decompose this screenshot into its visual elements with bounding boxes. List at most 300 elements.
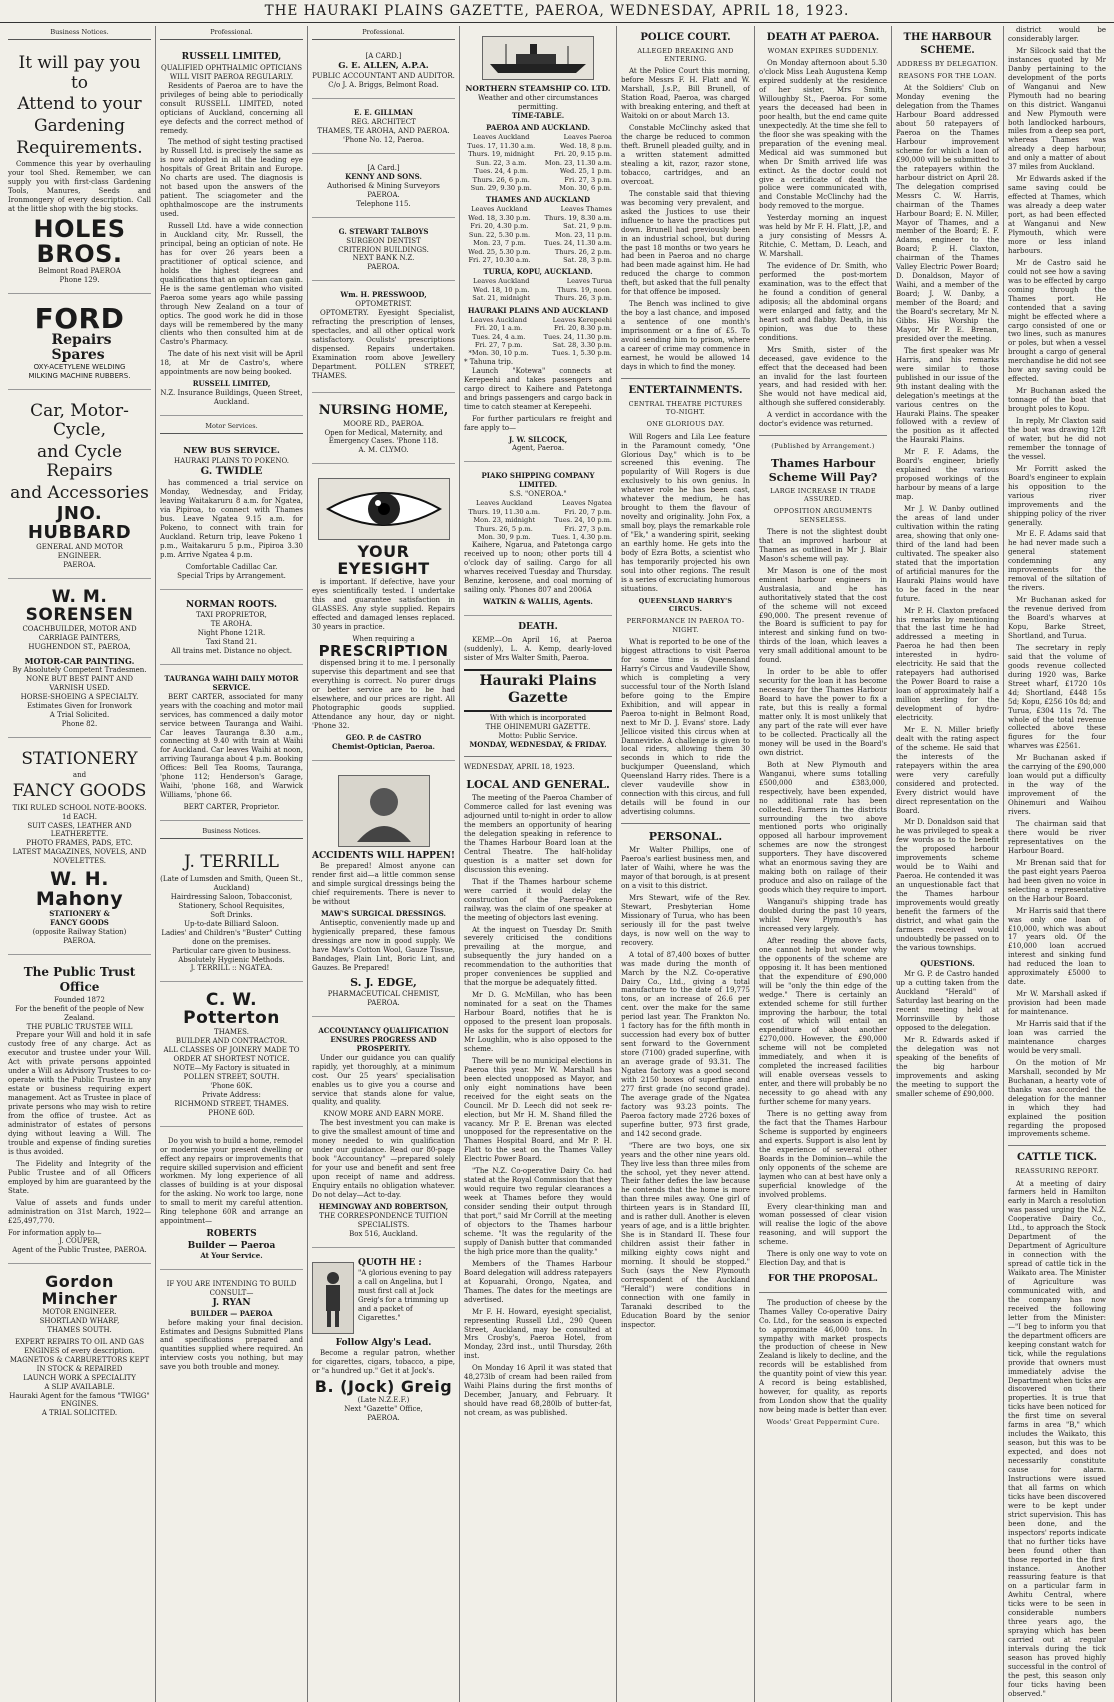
ad-body: Value of assets and funds under administration on 31st March, 1922—£25,497,770.	[8, 1198, 151, 1225]
ad-brand: ACCIDENTS WILL HAPPEN!	[312, 850, 455, 861]
ad-brand: B. (Jock) Greig	[314, 1377, 453, 1397]
ad-brand: W. H. Mahony	[35, 868, 124, 911]
ad-line: At Your Service.	[200, 1251, 263, 1261]
ad-brand: KENNY AND SONS.	[345, 171, 422, 181]
ad-line: NEXT BANK N.Z.	[352, 254, 415, 263]
article-paragraph: At the inquest on Tuesday Dr. Smith severely criticised the conditions prevailing at the morgue, and subsequently the jury handed on a recommendation to the authorities that proper conveniences be supplied and that the morgue be adequately fitted.	[464, 925, 612, 988]
ad-brand: PRESCRIPTION	[318, 641, 449, 660]
ad-line: MOTOR-CAR PAINTING.	[24, 655, 135, 666]
ad-line: Phone 82.	[61, 719, 98, 728]
ad-line: J. TERRILL :: NGATEA.	[190, 964, 273, 973]
article-paragraph: The evidence of Dr. Smith, who performed the post-mortem examination, was to the effect that he found a condition of general adiposis; all the abdominal organs were enlarged and fatty, and the heart soft and flabby. Death, in his opinion, was due to these conditions.	[759, 262, 887, 342]
figure-illustration	[312, 1262, 354, 1334]
section-label: Business Notices.	[8, 26, 151, 40]
article-paragraph: At the Police Court this morning, before Messrs F. H. Flatt and W. Marshall, J.s.P., Bill Brunell, of Station Road, Paeroa, was charged with breaking entering, and theft at Waitoki on or about March 13.	[621, 67, 750, 121]
table-cell: Fri. 20, 4.30 p.m.	[470, 222, 529, 231]
table-cell: Sun. 22, 3 a.m.	[476, 158, 527, 167]
table-row	[464, 248, 612, 256]
ad-line: When requiring a	[352, 634, 415, 643]
article-paragraph: Mr D. Donaldson said that he was privileged to speak a few words as to the benefit the proposed harbour improvements scheme would be to Waihi and Paeroa. He contended it was an unquestionable fact that the Thames harbour improvements would greatly benefit the farmers of the district, and what gain the farmers received would undoubtedly be passed on to the various townships.	[896, 818, 999, 952]
ad-line: It will pay you to	[18, 53, 141, 93]
ad-line: CRITERION BUILDINGS.	[338, 245, 429, 254]
table-cell: Fri. 27, 10.30 a.m.	[468, 256, 531, 265]
article-paragraph: The constable said that thieving was becoming very prevalent, and asked the Justices to use their influence to have the practices put down. Brunell had previously been in an industrial school, but during the past 18 months or two years he had been in Paeroa and no charge had been made against him. He had reduced the charge to common theft, but asked that the full penalty for that offence be imposed.	[621, 189, 750, 297]
article-paragraph: Mr W. Marshall asked if provision had been made for maintenance.	[1008, 990, 1106, 1017]
eye-icon	[324, 483, 444, 535]
ad-line: MILKING MACHINE RUBBERS.	[28, 371, 131, 380]
table-row	[464, 222, 612, 230]
ad-line: HORSE-SHOEING A SPECIALTY.	[20, 692, 139, 701]
ad-body: Antiseptic, conveniently made up and hygienically prepared, these famous dressings are now in good supply. We have Maw's Cotton Wool, Gauze Tissue, Bandages, Plain Lint, Boric Lint, and Gauzes. Be Prepared!	[312, 919, 455, 972]
table-cell: Thurs. 26, 2 p.m.	[554, 247, 612, 256]
article-subheading: ALLEGED BREAKING AND ENTERING.	[637, 46, 734, 64]
ad-body: The date of his next visit will be April 18, at Mr de Castro's, where appointments are now being booked.	[160, 350, 303, 377]
ad-line: PHONE 60D.	[208, 1108, 255, 1117]
ad-line: S.S. "ONEROA."	[509, 490, 567, 499]
ad-body: Residents of Paeroa are to have the privileges of being able to periodically consult RUSSELL LIMITED, noted opticians of Auckland, concerning all eye defects and the correct method of remedy.	[160, 81, 303, 135]
article-paragraph: That if the Thames harbour scheme were carried it would delay the construction of the Paeroa-Pokeno railway, was the claim of one speaker at the meeting of objectors last evening.	[464, 877, 612, 922]
ad-line: Up-to-date Billiard Saloon.	[184, 919, 279, 928]
ad-brand: Gordon Mincher	[41, 1272, 118, 1309]
steamship-illustration	[482, 36, 594, 80]
article-paragraph: The Bench was inclined to give the boy a last chance, and imposed a sentence of one month's imprisonment or a fine of £5. To avoid sending him to prison, where a career of crime may commence in earnest, he would be allowed 14 days in which to find the money.	[621, 300, 750, 371]
article-paragraph: Mr F. F. Adams, the Board's engineer, briefly explained the various proposed workings of the harbour by means of a large map.	[896, 448, 999, 502]
table-cell: Sun. 29, 9.30 p.m.	[470, 184, 532, 193]
ad-body: Prepare your Will and hold it in safe custody free of any charge. Act as executor and trustee under your Will. Act with private persons appointed under a Will as Advisory Trustees to co-operate with the Public Trustee in any estate or business requiring expert management. Act as Trustee in place of private persons who may wish to retire from the office of trustee. Act as administrator of estates of persons dying without leaving a Will. The trouble and expense of finding sureties is thus avoided.	[8, 1031, 151, 1156]
article-heading: POLICE COURT.	[640, 32, 731, 43]
article-paragraph: Mr Brenan said that for the past eight years Paeroa had been given no voice in selecting a representative on the Harbour Board.	[1008, 858, 1106, 903]
ad-line: MONDAY, WEDNESDAY, & FRIDAY.	[469, 740, 607, 750]
ad-line: PAEROA.	[367, 263, 400, 272]
ad-northern-steamship	[464, 26, 612, 462]
ad-line: Spares	[51, 347, 105, 364]
ad-line: S. J. EDGE,	[350, 975, 417, 989]
ad-line: For information apply to—	[8, 1228, 102, 1237]
article-heading: CATTLE TICK.	[1016, 1152, 1098, 1164]
ad-brand: J. TERRILL	[184, 852, 279, 873]
ad-line: OPTOMETRIST.	[355, 300, 412, 309]
article-paragraph: Mrs Stewart, wife of the Rev. Stewart, Presbyterian Home Missionary of Turua, who has been seriously ill for the past twelve days, is now well on the way to recovery.	[621, 893, 750, 947]
gentleman-icon	[318, 1268, 348, 1328]
table-cell: Tues. 24, 11.30 p.m.	[543, 332, 612, 341]
ad-line: * Tahuna trip.	[464, 357, 514, 366]
article-subheading: REASONS FOR THE LOAN.	[898, 71, 997, 80]
article-paragraph: Mr Edwards asked if the same saving could be effected at Thames, which was already a deep water port, as had been effected at Wanganui and New Plymouth, which were more or less inland harbours.	[1008, 175, 1106, 255]
table-cell: Sat. 28, 3 p.m.	[563, 256, 612, 265]
ad-line: and	[72, 771, 87, 780]
ad-line: TIKI RULED SCHOOL NOTE-BOOKS. 1d EACH.	[12, 803, 147, 821]
table-row	[464, 533, 612, 541]
ad-line: ALL CLASSES OF JOINERY MADE TO ORDER AT SHORTEST NOTICE.	[163, 1046, 300, 1063]
ad-terrill	[160, 845, 303, 982]
article-paragraph: Mr E. F. Adams said that he had never made such a general statement condemning any improvements for the removal of the siltation of the rivers.	[1008, 530, 1106, 593]
ad-body: has commenced a trial service on Monday, Wednesday, and Friday, leaving Waitakaruru 8 a.m. for Ngatea, via Pipiroa, to connect with Thames bus. Leave Ngatea 9.15 a.m. for Pokeno, to connect with train for Auckland. Return trip, leave Pokeno 1 p.m., Waitakaruru 5 p.m., Pipiroa 3.30 p.m. Arrive Ngatea 4 p.m.	[160, 479, 303, 559]
ad-line: With which is incorporated	[489, 714, 587, 723]
table-header: Leaves Auckland	[471, 205, 528, 214]
article-paragraph: There is no getting away from the fact that the Thames Harbour Scheme is supported by engineers and experts. Support is also lent by the experience of several other Boards in the Dominion—while the only opponents of the scheme are laymen who can at best have only a superficial knowledge of the involved problems.	[759, 1110, 887, 1199]
ad-gillman	[312, 103, 455, 154]
article-paragraph: After reading the above facts, one cannot help but wonder why the opponents of the scheme are opposing it. It has been mentioned that the expenditure of £90,000 will be "only the thin edge of the wedge." There is certainly an extended scheme for still further improving the harbour, the total cost of which will entail an expenditure of about another £270,000. However, the £90,000 scheme will not be completed immediately, and when it is completed the increased facilities will enable overseas vessels to enter, and there will probably be no necessity to go ahead with any further scheme for many years.	[759, 936, 887, 1107]
ad-line: THAMES.	[214, 1028, 249, 1037]
person-icon	[349, 780, 419, 842]
article-paragraph: Mr P. H. Claxton prefaced his remarks by mentioning that the last time he had addressed a meeting in Paeroa he had then been interested in hydro-electricity. He said that the ratepayers had authorised the Power Board to raise a loan of approximately half a million sterling for the development of hydro-electricity.	[896, 606, 999, 722]
ad-line: NONE BUT BEST PAINT AND VARNISH USED.	[26, 674, 133, 692]
ad-line: FANCY GOODS	[50, 918, 109, 928]
ad-line: THE PUBLIC TRUSTEE WILL	[26, 1022, 133, 1031]
article-subheading: CENTRAL THEATRE PICTURES TO-NIGHT.	[628, 399, 743, 416]
table-cell: Tues. 1, 4.30 p.m.	[552, 533, 612, 542]
ad-line: PAEROA.	[367, 1413, 400, 1422]
ad-tauranga	[160, 669, 303, 821]
table-row	[464, 286, 612, 294]
table-header: Leaves Auckland	[472, 133, 530, 142]
ad-hubbard	[8, 394, 151, 579]
table-row	[464, 239, 612, 247]
table-row	[464, 516, 612, 524]
article-paragraph: Wanganui's shipping trade has doubled during the past 10 years, whilst New Plymouth's has increased very largely.	[759, 898, 887, 933]
table-row	[464, 341, 612, 349]
article-paragraph: There will be no municipal elections in Paeroa this year. Mr W. Marshall has been elected unopposed as Mayor, and only eight nominations have been received for the eight seats on the Council. Mr D. Leech did not seek re-election, but Mr H. M. Shand filled the vacancy. Mr P. E. Brenan was elected unopposed for the representative on the Thames Hospital Board, and Mr P. H. Flatt to the seat on the Thames Valley Electric Power Board.	[464, 1056, 612, 1164]
route-title: THAMES AND AUCKLAND	[485, 195, 591, 205]
ad-brand: W. M. SORENSEN	[25, 587, 134, 625]
ad-line: A SLIP AVAILABLE.	[44, 1382, 115, 1391]
ad-line: HEMINGWAY AND ROBERTSON,	[318, 1201, 449, 1211]
ad-line: A. M. CLYMO.	[358, 446, 409, 455]
article-subheading: PERFORMANCE IN PAEROA TO-NIGHT.	[626, 617, 745, 634]
ad-eyesight	[312, 468, 455, 761]
ad-line: SHORTLAND WHARF,	[39, 1316, 120, 1325]
ad-line: Stationery, School Requisites,	[178, 901, 285, 910]
table-row	[464, 214, 612, 222]
ad-line: LATEST MAGAZINES, NOVELS, AND NOVELETTES.	[12, 848, 147, 866]
gazette-nameplate: Hauraki Plains Gazette	[464, 669, 612, 713]
table-cell: Fri. 27, 7 p.m.	[474, 341, 523, 350]
ad-body: The best investment you can make is to give the smallest amount of time and money needed to win qualification under our guidance. Read our 80-page book "Accountancy" —prepared solely for your use and benefit and sent free upon receipt of name and address. Enquiry entails no obligation whatever. Do not delay—Act to-day.	[312, 1119, 455, 1199]
ad-body: Do you wish to build a home, remodel or modernise your present dwelling or effect any repairs or improvements that require skilled supervision and efficient workmen. My long experience of all classes of building is at your disposal for the asking. No work too large, none to small to merit my careful attention. Ring telephone 60R and arrange an appointment—	[160, 1136, 303, 1226]
ad-line: IF YOU ARE INTENDING TO BUILD CONSULT—	[166, 1280, 297, 1298]
columns	[4, 26, 1110, 1698]
ad-line: Agent of the Public Trustee, PAEROA.	[12, 1246, 147, 1255]
section-label: Business Notices.	[160, 825, 303, 839]
ad-line: BERT CARTER, Proprietor.	[183, 803, 280, 812]
table-cell: Tues. 24, 11.30 a.m.	[543, 239, 612, 248]
ad-line: STATIONERY	[21, 748, 138, 769]
article-heading: Thames Harbour Scheme Will Pay?	[768, 456, 878, 484]
table-cell: Wed. 18, 10 p.m.	[473, 285, 530, 294]
ad-line: By Absolutely Competent Tradesmen.	[12, 665, 147, 674]
table-header: Leaves Paeroa	[563, 133, 612, 142]
article-paragraph: On Monday afternoon about 5.30 o'clock Miss Leah Augustena Kemp expired suddenly at the residence of her sister, Mrs Smith, Willoughby St., Paeroa. For some years the deceased had been in poor health, but the end came quite unexpectedly. At the time she fell to the floor she was speaking with the preparation of the evening meal. Medical aid was summoned but when Dr Smith arrived life was extinct. As the doctor could not give a certificate of death the police were communicated with, and Constable McClinchy had the body removed to the morgue.	[759, 59, 887, 211]
ad-line: FANCY GOODS	[12, 781, 147, 802]
ad-line: Comfortable Cadillac Car.	[185, 562, 278, 571]
table-header: Leaves Kerepeehi	[552, 315, 612, 324]
article-paragraph: Yesterday morning an inquest was held by Mr F. H. Flatt, J.P., and a jury consisting of Messrs A. Ritchie, C. Mettam, D. Leach, and W. Marshall.	[759, 214, 887, 259]
article-paragraph: Will Rogers and Lila Lee feature in the Paramount comedy, "One Glorious Day," which is to be screened this evening. The popularity of Will Rogers is due exclusively to his own genius. In whatever role he has been cast, whatever the medium, he has brought to them the flavour of novelty and originality. John Fox, a small boy, plays the remarkable role of "Ek," a wandering spirit, seeking an earthly home. He gets into the body of Ezra Botts, a scientist who has temporarily projected his own soul into other regions. The result is a series of excruciating humorous situations.	[621, 432, 750, 593]
article-subheading: ONE GLORIOUS DAY.	[646, 420, 725, 429]
article-paragraph: At the Soldiers' Club on Monday evening the delegation from the Thames Harbour Board addressed about 50 ratepayers of Paeroa on the Thames Harbour improvement scheme for which a loan of £90,000 will be submitted to the ratepayers within the harbour district on April 28. The delegation comprised Messrs C. W. Harris, chairman of the Thames Harbour Board; E. N. Miller, Mayor of Thames, and a member of the Board; E. F. Adams, engineer to the Board; P. H. Claxton, chairman of the Thames Valley Electric Power Board; D. Donaldson, Mayor of Waihi, and a member of the Board; J. W. Danby, a member of the Board; and the Board's secretary, Mr N. Gibbs. His Worship the Mayor, Mr P. E. Brenan, presided over the meeting.	[896, 84, 999, 343]
ad-edge	[312, 765, 455, 1017]
table-cell: Thurs. 19, midnight	[468, 150, 535, 159]
article-paragraph: "The N.Z. Co-operative Dairy Co. had stated at the Royal Commission that they would require two regular clearances a week at Thames before they would consider sending their output through that port," said Mr Corrill at the meeting of objectors to the Thames harbour scheme. "It was the regularity of the supply of Danish butter that commanded the high price more than the quality."	[464, 1167, 612, 1256]
article-paragraph: Both at New Plymouth and Wanganui, where sums totalling £500,000 and £383,000, respectively, have been expended, no additional rate has been collected. Farmers in the districts surrounding the two above mentioned ports who originally opposed all harbour improvement schemes are now the strongest supporters. They have discovered what an enormous saving they are making both on railage of their produce and also on railage of the goods which they require to import.	[759, 760, 887, 895]
ad-line: All trains met. Distance no object.	[171, 646, 292, 655]
timetable-turua	[464, 277, 612, 302]
ad-body: Become a regular patron, whether for cigarettes, cigars, tobacco, a pipe, or "a hundred up." Get it at Jock's.	[312, 1349, 455, 1376]
ad-brand: RUSSELL LIMITED,	[181, 52, 282, 63]
ad-brand: G. E. ALLEN, A.P.A.	[338, 61, 429, 72]
section-label: Professional.	[160, 26, 303, 40]
column-5	[617, 26, 755, 1702]
table-cell: Wed. 25, 5.30 p.m.	[468, 247, 531, 256]
ad-line: PUBLIC ACCOUNTANT AND AUDITOR.	[312, 72, 455, 81]
table-cell: Thurs. 26, 6 p.m.	[472, 175, 530, 184]
article-paragraph: In order to be able to offer security for the loan it has become necessary for the Thames Harbour Board to have the power to fix a rate, but this is really a formal matter only. It is most unlikely that any part of the rate will ever have to be collected. Practically all the money will be used in the Board's own district.	[759, 668, 887, 757]
article-paragraph: "There are two boys, one six years and the other nine years old. They live less than three miles from the school, yet they never attend. Their father defies the law because he contends that the home is more than three miles away. One girl of thirteen years is in Standard III, and is rather dull. Another is eleven years of age, and is a little brighter. She is in Standard II. These four children assist their father in milking eighty cows night and morning. It should be stopped." Such (says the New Plymouth correspondent of the Auckland "Herald") were conditions in connection with one family in Taranaki described to the Education Board by the senior inspector.	[621, 1141, 750, 1329]
ad-body: OPTOMETRY. Eyesight Specialist, refracting the prescription of lenses, spectacles, and all other optical work satisfactory. Oculists' prescriptions dispensed. Repairs undertaken. Examination room above Jewellery Department. POLLEN STREET, THAMES.	[312, 309, 455, 380]
ad-piako	[464, 466, 612, 616]
ad-line: SURGEON DENTIST	[346, 236, 421, 245]
ad-line: Ladies' and Children's "Buster" Cutting done on the premises.	[161, 928, 302, 946]
article-paragraph: Mr J. W. Danby outlined the areas of land under cultivation within the rating area, showing that only one-third of the land had been cultivated. The speaker also stated that the importation of artificial manures for the Hauraki Plains would have to be faced in the near future.	[896, 505, 999, 603]
ad-line: Box 516, Auckland.	[349, 1229, 418, 1238]
section-heading: LOCAL AND GENERAL.	[466, 778, 610, 792]
ad-line: Night Phone 121R.	[197, 628, 266, 637]
article-paragraph: Mr de Castro said he could not see how a saving was to be effected by cargo coming through the Thames port. He contended that a saving might be effected where a cargo consisted of one or two lines, such as manures or poles, but when a vessel brought a cargo of general merchandise he did not see how any saving could be effected.	[1008, 258, 1106, 384]
ad-line: WILL VISIT PAEROA REGULARLY.	[169, 72, 294, 81]
table-cell: Fri. 20, 1 a.m.	[475, 324, 523, 333]
table-cell: *Mon. 30, 10 p.m.	[468, 349, 529, 358]
ad-line: HAURAKI PLAINS TO POKENO.	[173, 457, 290, 466]
table-cell: Wed. 18, 3.30 p.m.	[468, 213, 531, 222]
table-row	[464, 176, 612, 184]
ad-line: (Late N.Z.E.F.)	[357, 1395, 410, 1404]
article-paragraph: In reply, Mr Claxton said the boat was drawing 12ft of water, but he did not remember the tonnage of the vessel.	[1008, 417, 1106, 461]
column-2	[156, 26, 308, 1702]
article-paragraph: Mr Buchanan asked the tonnage of the boat that brought poles to Kopu.	[1008, 387, 1106, 414]
ad-presswood	[312, 285, 455, 393]
table-cell: Mon. 23, 7 p.m.	[473, 239, 526, 248]
timetable-piako	[464, 499, 612, 541]
ad-greig	[312, 1252, 455, 1431]
article-paragraph: Mr R. Edwards asked if the delegation was not speaking of the benefits of the big harbour improvements and asking the meeting to support the smaller scheme of £90,000.	[896, 1036, 999, 1098]
ad-line: EXPERT REPAIRS TO OIL AND GAS ENGINES of every description.	[15, 1337, 144, 1355]
ad-body: The method of sight testing practised by Russell Ltd. is precisely the same as is now adopted in all the leading eye hospitals of Great Britain and Europe. No charts are used. The diagnosis is not based upon the answers of the patient. The sciagometer and the ophthalmoscope are the instruments used.	[160, 138, 303, 219]
table-cell: Fri. 20, 8.30 p.m.	[553, 324, 612, 333]
article-paragraph: Mr Forritt asked the Board's engineer to explain his opposition to the various river improvements and the shipping policy of the river generally.	[1008, 464, 1106, 527]
ad-ryan	[160, 1274, 303, 1383]
table-cell: Mon. 30, 6 p.m.	[559, 184, 612, 193]
ad-roberts	[160, 1131, 303, 1271]
ad-line: (Late of Lumsden and Smith, Queen St., Auckland)	[160, 874, 303, 892]
ad-line: J. W. SILCOCK,	[508, 434, 568, 444]
ship-icon	[486, 40, 590, 76]
ad-line: TIME-TABLE.	[511, 110, 565, 120]
column-1	[4, 26, 156, 1702]
ad-body: "A glorious evening to pay a call on Angelina, but I must first call at Jock Greig's for a trimming up and a packet of Cigarettes."	[358, 1269, 452, 1323]
ad-line: N.Z. Insurance Buildings, Queen Street, Auckland.	[160, 389, 303, 407]
ad-line: RUSSELL LIMITED,	[192, 379, 271, 389]
ad-line: Taxi Stand 21.	[206, 637, 257, 646]
table-row	[464, 294, 612, 302]
ad-line: CARRIAGE PAINTERS,	[38, 633, 121, 642]
ad-line: 'Phone No. 12, Paeroa.	[343, 135, 424, 144]
table-header: Leaves Auckland	[472, 277, 530, 286]
ad-bus	[160, 440, 303, 589]
ad-line: MOTOR ENGINEER.	[42, 1307, 117, 1316]
ad-line: PAEROA.	[63, 937, 96, 945]
ad-line: THE OHINEMURI GAZETTE.	[485, 723, 591, 732]
ad-russell	[160, 46, 303, 416]
ad-line: Attend to your	[17, 94, 142, 115]
ad-line: Follow Algy's Lead.	[335, 1337, 432, 1348]
article-paragraph: Mr Mason is one of the most eminent harbour engineers in Australasia, and he has authoritatively stated that the cost of the scheme will not exceed £90,000. The present revenue of the Board is sufficient to pay for interest and sinking fund on two-thirds of the loan, which leaves a very small additional amount to be found.	[759, 566, 887, 665]
table-cell: Tues. 24, 4 p.m.	[474, 167, 529, 176]
ad-line: QUOTH HE :	[358, 1257, 422, 1268]
section-label: Motor Services.	[160, 420, 303, 434]
article-paragraph: Mr E. N. Miller briefly dealt with the rating aspect of the scheme. He said that the interests of the ratepayers within the area were very carefully considered and protected. Every district would have direct representation on the Board.	[896, 725, 999, 815]
ad-line: Estimates Given for Ironwork	[26, 701, 132, 710]
ad-accountancy	[312, 1021, 455, 1248]
table-cell: Thurs. 26, 3 p.m.	[554, 294, 612, 303]
table-row	[464, 349, 612, 357]
table-cell: Sat. 21, midnight	[472, 294, 531, 303]
article-paragraph: There is only one way to vote on Election Day, and that is	[759, 1250, 887, 1268]
ad-body: Under our guidance you can qualify rapidly, yet thoroughly, at a minimum cost. Our 25 years' specialisation enables us to give you a course and service that stands alone for value, quality, and quality.	[312, 1053, 455, 1107]
article-paragraph: The meeting of the Paeroa Chamber of Commerce called for last evening was adjourned until to-night in order to allow the members an opportunity of hearing the delegation speaking in reference to the Thames Harbour Board loan at the Central Theatre. The half-holiday question is a matter set down for discussion this evening.	[464, 794, 612, 874]
ad-brand: NORMAN ROOTS.	[185, 599, 278, 610]
ad-line: SUIT CASES, LEATHER AND LEATHERETTE.	[27, 821, 132, 839]
table-row	[464, 142, 612, 150]
article-paragraph: Members of the Thames Harbour Board delegation will address ratepayers at Kopuarahi, Orongo, Ngatea, and Thames. The dates for the meetings are advertised.	[464, 1259, 612, 1304]
article-subheading: OPPOSITION ARGUMENTS SENSELESS.	[773, 507, 873, 524]
ad-brand: YOUR EYESIGHT	[337, 542, 430, 579]
ad-brand: E. E. GILLMAN	[353, 108, 414, 118]
table-cell: Tues. 1, 5.30 p.m.	[552, 349, 612, 358]
article-paragraph: Every clear-thinking man and woman possessed of clear vision will realise the logic of the above reasoning, and will support the scheme.	[759, 1202, 887, 1247]
table-cell: Wed. 18, 8 p.m.	[559, 141, 612, 150]
table-header: Leaves Turua	[566, 277, 612, 286]
table-cell: Sat. 28, 3.30 p.m.	[552, 341, 612, 350]
ad-line: J. COUPER,	[58, 1237, 101, 1246]
article-subheading: WOMAN EXPIRES SUDDENLY.	[767, 46, 879, 55]
eye-illustration	[318, 478, 450, 540]
ad-body: For further particulars re freight and fare apply to—	[464, 414, 612, 432]
ad-line: LAUNCH WORK A SPECIALITY	[23, 1373, 136, 1382]
ad-line: THAMES, TE AROHA, AND PAEROA.	[317, 126, 450, 135]
ad-line: Hairdressing Saloon, Tobacconist,	[170, 892, 293, 901]
ad-line: Soft Drinks.	[210, 910, 253, 919]
column-6	[755, 26, 892, 1702]
ad-body: Commence this year by overhauling your tool Shed. Remember, we can supply you with first-class Gardening Tools, Manures, Seeds and Ironmongery of every description. Call at the little shop with the big stocks.	[8, 160, 151, 213]
table-cell: Mon. 23, 11 p.m.	[555, 230, 612, 239]
ad-roots	[160, 594, 303, 665]
ad-ford	[8, 298, 151, 390]
article-paragraph: On Monday 16 April it was stated that 48,273lb of cream had been railed from Waihi Plains during the first months of December, January, and February. It should have read 68,280lb of butter-fat, not cream, as was published.	[464, 1364, 612, 1418]
ad-line: PAEROA.	[63, 561, 96, 570]
ad-line: MAW'S SURGICAL DRESSINGS.	[321, 909, 446, 919]
table-cell: Tues. 24, 4 a.m.	[471, 332, 526, 341]
ad-line: Motto: Public Service.	[498, 732, 578, 741]
ad-brand: JNO. HUBBARD	[27, 503, 132, 544]
timetable-paeroa	[464, 133, 612, 192]
ad-line: For the benefit of the people of New Zealand.	[15, 1004, 144, 1022]
article-paragraph: The production of cheese by the Thames Valley Co-operative Dairy Co. Ltd., for the season is expected to approximate 46,000 tons. In sympathy with market prospects the production of cheese in New Zealand is likely to decline, and the records will be established from the quantity point of view this year. A record is being established, however, for quality, as reports from London show that the quality now being made is better than ever.	[759, 1298, 887, 1415]
ad-line: RICHMOND STREET, THAMES.	[174, 1099, 289, 1108]
table-row	[464, 159, 612, 167]
ad-line: MOORE RD., PAEROA.	[342, 419, 425, 428]
table-row	[464, 150, 612, 158]
table-row	[464, 256, 612, 264]
ad-body: dispensed bring it to me. I personally supervise this department and see that everything is correct. No purer drugs or better service are to be had elsewhere, and our prices are right. All Photographic goods supplied. Attendance any hour, day or night. 'Phone 32.	[312, 659, 455, 731]
ad-body: BERT CARTER, associated for many years with the coaching and motor mail services, has commenced a daily motor service between Tauranga and Waihi. Car leaves Tauranga 8.30 a.m., connecting at 9.40 with train at Waihi for Auckland. Car leaves Waihi at noon, arriving Tauranga about 4 p.m. Booking Offices: Bell Tea Rooms, Tauranga, 'phone 112; Henderson's Garage, Waihi, 'phone 168, and Warwick Williams, 'phone 66.	[160, 692, 303, 800]
ad-brand: Wm. H. PRESSWOOD,	[340, 290, 427, 300]
ad-body: The Fidelity and Integrity of the Public Trustee and of all Officers employed by him are guaranteed by the State.	[8, 1159, 151, 1195]
ad-line: Chemist-Optician, Paeroa.	[332, 741, 435, 751]
article-paragraph: On the motion of Mr Marshall, seconded by Mr Buchanan, a hearty vote of thanks was accorded the delegation for the manner in which they had explained the position regarding the proposed improvements scheme.	[1008, 1058, 1106, 1139]
ad-line: WATKIN & WALLIS, Agents.	[483, 597, 593, 607]
ad-kenny	[312, 158, 455, 218]
ad-line: and Accessories	[10, 482, 149, 503]
table-cell: Thurs. 19, 8.30 a.m.	[544, 213, 612, 222]
article-paragraph: Mr Walter Phillips, one of Paeroa's earliest business men, and later of Waihi, where he was the mayor of that borough, is at present on a visit to this district.	[621, 846, 750, 890]
ad-mincher	[8, 1268, 151, 1426]
route-title: TURUA, KOPU, AUCKLAND.	[483, 267, 593, 277]
ad-line: COACHBUILDER, MOTOR AND	[22, 624, 137, 633]
ad-line: Next "Gazette" Office,	[344, 1404, 423, 1413]
ad-brand: PIAKO SHIPPING COMPANY LIMITED.	[481, 471, 595, 490]
table-cell: Mon. 23, 11.30 a.m.	[544, 158, 612, 167]
ad-line: PAEROA.	[367, 998, 400, 1007]
ad-line: Weather and other circumstances permitting.	[478, 93, 598, 111]
article-paragraph: The chairman said that there would be river representatives on the Harbour Board.	[1008, 820, 1106, 855]
article-heading: THE HARBOUR SCHEME.	[903, 32, 992, 56]
article-heading: DEATH AT PAEROA.	[766, 32, 880, 43]
table-row	[464, 167, 612, 175]
table-cell: Tues. 24, 10 p.m.	[554, 516, 612, 525]
article-paragraph: At a meeting of dairy farmers held in Hamilton early in March a resolution was passed urging the N.Z. Cooperative Dairy Co., Ltd., to approach the Stock Department of the Department of Agriculture in connection with the spread of cattle tick in the Waikato area. The Minister of Agriculture was communicated with, and the company has now received the following letter from the Minister:—"I beg to inform you that the department officers are keeping constant watch for tick, while the regulations provide that owners must immediately advise the Department when ticks are discovered on their properties. It is true that ticks have been noticed for the first time on several farms in area "B," which includes the Waikato, this season, but this was to be expected, and does not necessarily constitute cause for alarm. Instructions were issued that all farms on which ticks have been discovered were to be kept under strict supervision. This has been done, and the inspectors' reports indicate that no further ticks have been found other than those reported in the first instance. Another reassuring feature is that on a particular farm in Awhitu Central, where ticks were to be seen in considerable numbers three years ago, the spraying which has been carried out at regular intervals during the tick season has proved highly successful in the control of the pest, this season only four ticks having been observed."	[1008, 1179, 1106, 1698]
column-4	[460, 26, 617, 1702]
article-paragraph: district would be considerably larger.	[1008, 26, 1106, 43]
ad-brand: J. RYAN	[212, 1298, 251, 1309]
ad-line: Founded 1872	[54, 995, 105, 1004]
column-7	[892, 26, 1004, 1702]
ad-line: 'Phone 60K.	[210, 1081, 253, 1090]
ad-line: C/o J. A. Briggs, Belmont Road.	[328, 81, 439, 90]
table-row	[464, 508, 612, 516]
ad-line: A TRIAL SOLICITED.	[41, 1409, 118, 1418]
article-paragraph: Mrs Smith, sister of the deceased, gave evidence to the effect that the deceased had been an invalid for the last fourteen years, and had resided with her. She would not have medical aid, although she suffered considerably.	[759, 345, 887, 408]
table-cell: Fri. 27, 3 p.m.	[564, 175, 612, 184]
article-subheading: ADDRESS BY DELEGATION.	[896, 59, 999, 68]
article-heading: PERSONAL.	[648, 830, 723, 844]
ad-line: Hauraki Agent for the famous "TWIGG" ENGINES.	[9, 1391, 150, 1409]
ad-body: Be prepared! Almost anyone can render first aid—a little common sense and simple surgical dressings being the chief requirements. There is never to be without	[312, 862, 455, 907]
article-subheading: QUESTIONS.	[920, 958, 975, 968]
article-paragraph: There is not the slightest doubt that an improved harbour at Thames as outlined in Mr J. Blair Mason's scheme will pay.	[759, 527, 887, 563]
ad-line: Agent, Paeroa.	[511, 444, 565, 453]
ad-line: GEO. P. de CASTRO	[345, 733, 422, 742]
ad-body: is important. If defective, have your eyes scientifically tested. I undertake this and guarantee satisfaction in GLASSES. Any style supplied. Repairs effected and damaged lenses replaced. 30 years in practice.	[312, 577, 455, 631]
table-cell: Fri. 20, 7 p.m.	[564, 507, 612, 516]
ad-line: TE AROHA.	[210, 619, 253, 628]
ad-brand: G. TWIDLE	[200, 466, 263, 478]
ad-stationery	[8, 742, 151, 955]
ad-line: Private Address:	[202, 1090, 261, 1099]
ad-line: Phone 129.	[59, 276, 100, 285]
table-cell: Thurs. 19, 11.30 a.m.	[468, 507, 541, 516]
portrait-illustration	[338, 775, 430, 847]
table-cell: Mon. 23, midnight	[473, 516, 536, 525]
